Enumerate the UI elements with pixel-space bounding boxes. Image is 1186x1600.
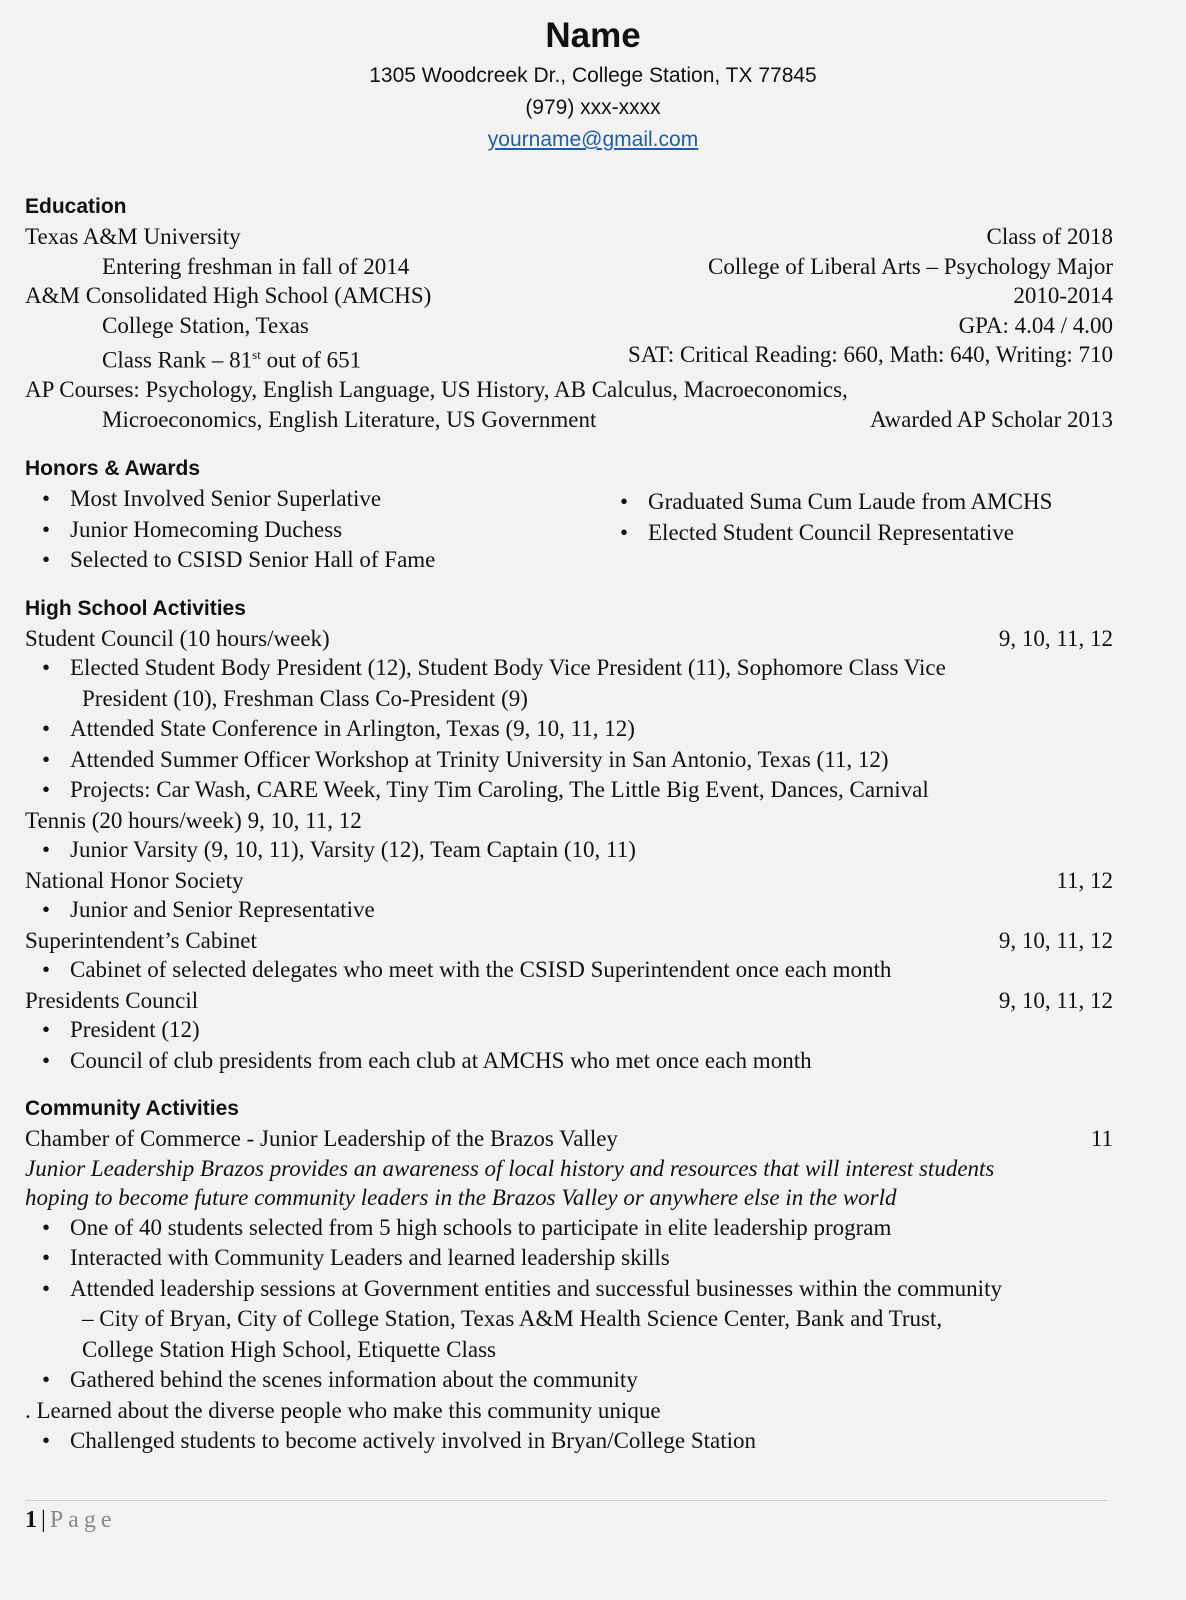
section-title-hs-activities: High School Activities: [25, 596, 246, 620]
honors-list-left: [25, 484, 603, 576]
section-title-honors: Honors & Awards: [25, 457, 201, 481]
list-item: • Challenged students to become actively involved in Bryan/College Station: [25, 1426, 1186, 1457]
list-item: • Most Involved Senior Superlative: [25, 484, 603, 515]
activity-years: 9, 10, 11, 12: [998, 625, 1113, 651]
ap-courses-line2: Microeconomics, English Literature, US Government: [102, 406, 597, 432]
list-item: • Junior Homecoming Duchess: [25, 515, 603, 546]
cabinet-bullets: [25, 955, 1186, 986]
activity-presidents-council: Presidents Council: [25, 987, 199, 1013]
class-rank-suffix: out of 651: [260, 347, 362, 373]
class-rank-sup: st: [252, 347, 261, 362]
list-item-text: President (10), Freshman Class Co-President (9): [82, 685, 528, 711]
email-link[interactable]: yourname@gmail.com: [487, 128, 699, 151]
high-school-location: College Station, Texas: [102, 312, 309, 338]
list-item: • Graduated Suma Cum Laude from AMCHS: [603, 487, 1052, 518]
address: 1305 Woodcreek Dr., College Station, TX 77845: [369, 64, 817, 87]
sat-scores: SAT: Critical Reading: 660, Math: 640, Writing: 710: [628, 342, 1113, 367]
ap-award: Awarded AP Scholar 2013: [870, 406, 1113, 432]
activity-tennis: Tennis (20 hours/week) 9, 10, 11, 12: [25, 807, 362, 833]
hs-activities-section: [25, 594, 1186, 1077]
university-name: Texas A&M University: [25, 224, 241, 249]
list-item: • Council of club presidents from each club at AMCHS who met once each month: [25, 1046, 1186, 1077]
honors-list-right: [603, 484, 1052, 576]
honors-section: [25, 454, 1186, 576]
class-of: Class of 2018: [986, 224, 1113, 249]
list-item: • Interacted with Community Leaders and learned leadership skills: [25, 1243, 1186, 1274]
list-item: • Attended Summer Officer Workshop at Trinity University in San Antonio, Texas (11, 12): [25, 745, 1186, 776]
list-item: • Junior and Senior Representative: [25, 895, 1186, 926]
ap-courses-line1: AP Courses: Psychology, English Language, US History, AB Calculus, Macroeconomics,: [25, 377, 848, 403]
list-item: [25, 653, 1186, 714]
community-description-line1: Junior Leadership Brazos provides an awareness of local history and resources that will interest students: [25, 1155, 995, 1181]
activity-cabinet: Superintendent’s Cabinet: [25, 927, 257, 953]
entering-note: Entering freshman in fall of 2014: [102, 253, 410, 279]
class-rank: [102, 340, 361, 375]
list-item: • Junior Varsity (9, 10, 11), Varsity (12), Team Captain (10, 11): [25, 835, 1186, 866]
list-item: • Projects: Car Wash, CARE Week, Tiny Tim Caroling, The Little Big Event, Dances, Carnival: [25, 775, 1186, 806]
college-major: College of Liberal Arts – Psychology Major: [708, 253, 1113, 279]
list-item: • Attended State Conference in Arlington, Texas (9, 10, 11, 12): [25, 714, 1186, 745]
page-number: 1: [25, 1507, 37, 1533]
page-label: Page: [49, 1507, 117, 1533]
student-council-bullets: [25, 653, 1186, 806]
phone-number: (979) xxx-xxxx: [525, 96, 661, 119]
presidents-bullets: [25, 1015, 1186, 1076]
resume-header: [0, 0, 1186, 156]
list-item: • Cabinet of selected delegates who meet with the CSISD Superintendent once each month: [25, 955, 1186, 986]
list-item: [25, 1274, 1186, 1366]
activity-years: 11, 12: [1056, 867, 1113, 893]
list-item: • Selected to CSISD Senior Hall of Fame: [25, 545, 603, 576]
section-title-community: Community Activities: [25, 1097, 239, 1121]
list-item: • Gathered behind the scenes information about the community: [25, 1365, 1186, 1396]
community-description-line2: hoping to become future community leaders in the Brazos Valley or anywhere else in the world: [25, 1185, 897, 1211]
list-item: • Elected Student Council Representative: [603, 518, 1052, 549]
activity-nhs: National Honor Society: [25, 867, 244, 893]
nhs-bullets: [25, 895, 1186, 926]
list-item: • President (12): [25, 1015, 1186, 1046]
list-item-text: Elected Student Body President (12), Student Body Vice President (11), Sophomore Class Vice: [70, 655, 946, 681]
gpa: GPA: 4.04 / 4.00: [958, 312, 1113, 338]
tennis-bullets: [25, 835, 1186, 866]
community-org: Chamber of Commerce - Junior Leadership of the Brazos Valley: [25, 1126, 618, 1152]
community-section: [25, 1094, 1186, 1456]
class-rank-prefix: Class Rank – 81: [102, 347, 253, 373]
community-unbulleted-item: . Learned about the diverse people who make this community unique: [25, 1397, 661, 1423]
education-section: [25, 192, 1186, 434]
community-bullets: [25, 1213, 1186, 1396]
activity-years: 9, 10, 11, 12: [998, 987, 1113, 1013]
list-item-text: College Station High School, Etiquette Class: [82, 1336, 496, 1362]
community-year: 11: [1090, 1126, 1113, 1152]
applicant-name: Name: [545, 16, 641, 55]
section-title-education: Education: [25, 195, 127, 218]
page-footer: [25, 1500, 1107, 1535]
high-school-years: 2010-2014: [1013, 283, 1113, 308]
high-school-name: A&M Consolidated High School (AMCHS): [25, 283, 432, 308]
list-item-text: Attended leadership sessions at Government entities and successful businesses within the community: [70, 1275, 1002, 1301]
activity-student-council: Student Council (10 hours/week): [25, 625, 330, 651]
page-separator: |: [41, 1507, 46, 1533]
list-item-text: – City of Bryan, City of College Station, Texas A&M Health Science Center, Bank and Trust,: [82, 1306, 943, 1332]
activity-years: 9, 10, 11, 12: [998, 927, 1113, 953]
community-bullets-2: [25, 1426, 1186, 1457]
list-item: • One of 40 students selected from 5 high schools to participate in elite leadership program: [25, 1213, 1186, 1244]
